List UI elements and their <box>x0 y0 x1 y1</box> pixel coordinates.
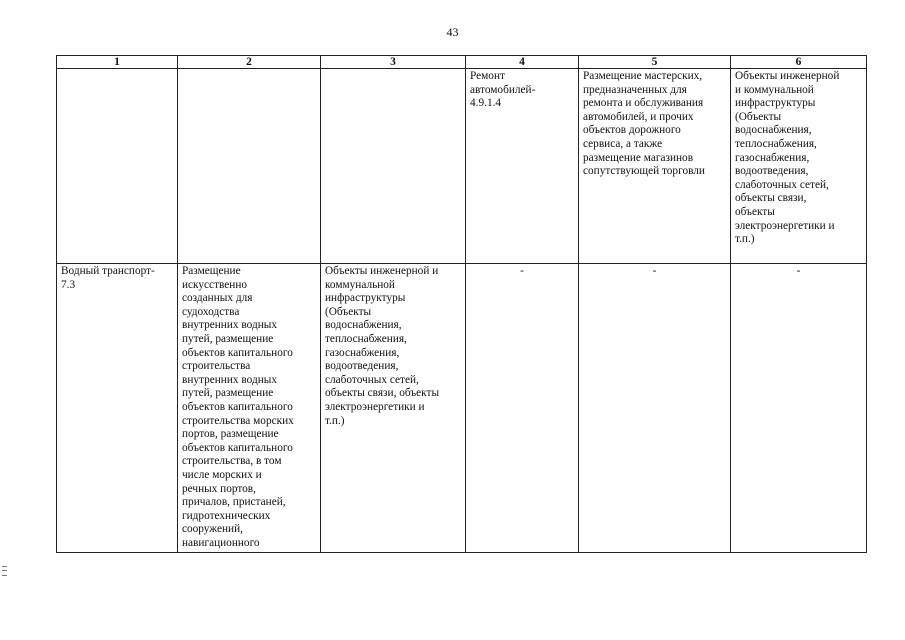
table-cell: Водный транспорт- 7.3 <box>57 264 178 553</box>
table-row <box>57 264 867 553</box>
table-cell: Размещение искусственно созданных для судоходства внутренних водных путей, размещение объектов капитального строительства внутренних водных путей, размещение объектов капитального строительства морских портов, размещение объектов капитального строительства, в том числе морских и речных портов, причалов, пристаней, гидротехнических сооружений, навигационного <box>178 264 321 553</box>
table-cell: - <box>579 264 731 553</box>
table-cell: Размещение мастерских, предназначенных для ремонта и обслуживания автомобилей, и прочих объектов дорожного сервиса, а также размещение магазинов сопутствующей торговли <box>579 69 731 264</box>
page-number: 43 <box>446 25 459 39</box>
column-header-3: 3 <box>321 56 466 69</box>
table-cell <box>57 69 178 264</box>
margin-mark <box>2 566 7 576</box>
column-header-2: 2 <box>178 56 321 69</box>
column-header-1: 1 <box>57 56 178 69</box>
column-header-5: 5 <box>579 56 731 69</box>
table-header-row <box>57 56 867 69</box>
table-row <box>57 69 867 264</box>
table-cell: - <box>466 264 579 553</box>
table-cell: Объекты инженерной и коммунальной инфраструктуры (Объекты водоснабжения, теплоснабжения, газоснабжения, водоотведения, слаботочных сетей, объекты связи, объекты электроэнергетики и т.п.) <box>731 69 867 264</box>
regulations-table <box>56 55 867 553</box>
table-cell <box>178 69 321 264</box>
table-cell: Ремонт автомобилей- 4.9.1.4 <box>466 69 579 264</box>
column-header-6: 6 <box>731 56 867 69</box>
table-cell: - <box>731 264 867 553</box>
table-cell <box>321 69 466 264</box>
table-cell: Объекты инженерной и коммунальной инфраструктуры (Объекты водоснабжения, теплоснабжения, газоснабжения, водоотведения, слаботочных сетей, объекты связи, объекты электроэнергетики и т.п.) <box>321 264 466 553</box>
column-header-4: 4 <box>466 56 579 69</box>
